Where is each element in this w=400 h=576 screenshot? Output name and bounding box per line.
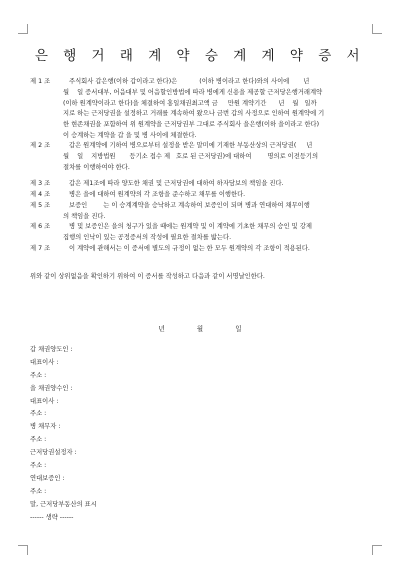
signature-line: 연대보증인 : [30,474,65,482]
signature-line: 근저당권설정자 : [30,449,77,457]
article-text: 병 및 보증인은 을의 청구가 있을 때에는 원계약 및 이 계약에 기초한 채무의 승인 및 강제 [63,223,312,230]
article-label: 제 1 조 [30,78,51,85]
signature-line: 말, 근저당부동산의 표시 [30,500,97,508]
signature-line: ------ 생략 ------ [30,513,74,521]
article-line [30,233,378,244]
article-text: 이 계약에 관해서는 이 증서에 별도의 규정이 없는 한 모두 원계약의 각 조항이 적용된다. [63,245,310,252]
article-line [30,179,378,190]
crop-mark-top-right [372,24,382,34]
article-text: 월 일 증서대부, 어음대부 및 어음할인방법에 따라 병에게 신용을 제공할 근저당은행거래계약 [63,88,323,96]
article-label: 제 6 조 [30,223,51,230]
article-line [30,141,378,152]
article-text: 갑은 제1조에 따라 양도한 채권 및 근저당권에 대하여 하자담보의 책임을 진다. [63,180,284,187]
date-line: 년 월 일 [158,325,242,333]
article-2 [30,141,378,173]
article-indent [30,99,63,110]
crop-mark-bottom-left [18,545,28,555]
signature-block [30,344,97,524]
article-line [30,163,378,174]
article-text: 한 현존채권을 포함하여 위 원계약을 근저당권부 그대로 주식회사 을은행(이하 을이라고 한다) [63,121,320,129]
article-label: 제 7 조 [30,245,51,252]
article-text: 주식회사 갑은행(이하 갑이라고 한다)은 (이하 병이라고 한다)와의 사이에 년 [63,78,310,85]
article-label: 제 4 조 [30,191,51,198]
signature-line: 갑 채권양도인 : [30,346,73,353]
article-text: 보증인 는 이 승계계약을 승낙하고 계속하여 보증인이 되며 병과 연대하여 채무이행 [63,202,310,209]
signature-line: 주소 : [30,371,47,379]
article-label: 제 5 조 [30,202,51,209]
article-indent [30,212,63,223]
article-6 [30,222,378,244]
signature-line: 을 채권양수인 : [30,384,73,392]
article-5 [30,201,378,223]
article-4 [30,190,378,201]
article-line [30,99,378,110]
closing-statement: 위와 같이 상위없음을 확인하기 위하여 이 증서를 작성하고 다음과 같이 서명날인한다. [30,273,265,280]
article-text: 집행의 인낙이 있는 공정증서의 작성에 필요한 절차를 밟는다. [63,233,232,241]
signature-line: 대표이사 : [30,397,59,405]
article-line [30,212,378,223]
article-line [30,190,378,201]
document-title: 은 행 거 래 계 약 승 계 계 약 증 서 [34,48,366,64]
article-text: 월 일 지방법원 등기소 접수 제 호로 된 근저당권)에 대하여 명의로 이전등기의 [63,152,319,160]
article-label: 제 2 조 [30,142,51,149]
article-indent [30,88,63,99]
signature-line: 주소 : [30,410,47,418]
signature-line: 병 채무자 : [30,423,61,431]
article-line [30,109,378,120]
article-indent [30,152,63,163]
article-line [30,120,378,131]
article-indent [30,163,63,174]
article-indent [30,120,63,131]
article-7 [30,244,378,255]
article-line [30,77,378,88]
article-text: 이 승계하는 계약을 갑 을 및 병 사이에 체결한다. [63,131,197,139]
signature-line: 주소 : [30,487,47,495]
article-line [30,201,378,212]
article-3 [30,179,378,190]
signature-line: 주소 : [30,436,47,444]
article-text: 의 책임을 진다. [63,212,106,220]
crop-mark-top-left [18,24,28,34]
article-indent [30,109,63,120]
signature-line: 대표이사 : [30,358,59,366]
article-line [30,152,378,163]
article-text: (이하 원계약이라고 한다)을 체결하여 홍일채권최고액 금 만원 계약기간 년 월 일까 [63,99,317,107]
article-text: 지로 하는 근저당권을 설정하고 거래를 계속하여 왔으나 금번 갑의 사정으로 인하여 원계약에 기 [63,110,325,118]
article-line [30,244,378,255]
article-text: 절차를 이행하여야 한다. [63,163,130,171]
signature-line: 주소 : [30,462,47,470]
article-text: 병은 을에 대하여 원계약의 각 조항을 준수하고 채무를 이행한다. [63,191,246,198]
article-text: 갑은 원계약에 기하여 병으로부터 설정을 받은 말미에 기재한 부동산상의 근저당권( 년 [63,142,313,149]
article-indent [30,233,63,244]
article-line [30,88,378,99]
article-line [30,222,378,233]
article-label: 제 3 조 [30,180,51,187]
article-1 [30,77,378,142]
crop-mark-bottom-right [372,545,382,555]
